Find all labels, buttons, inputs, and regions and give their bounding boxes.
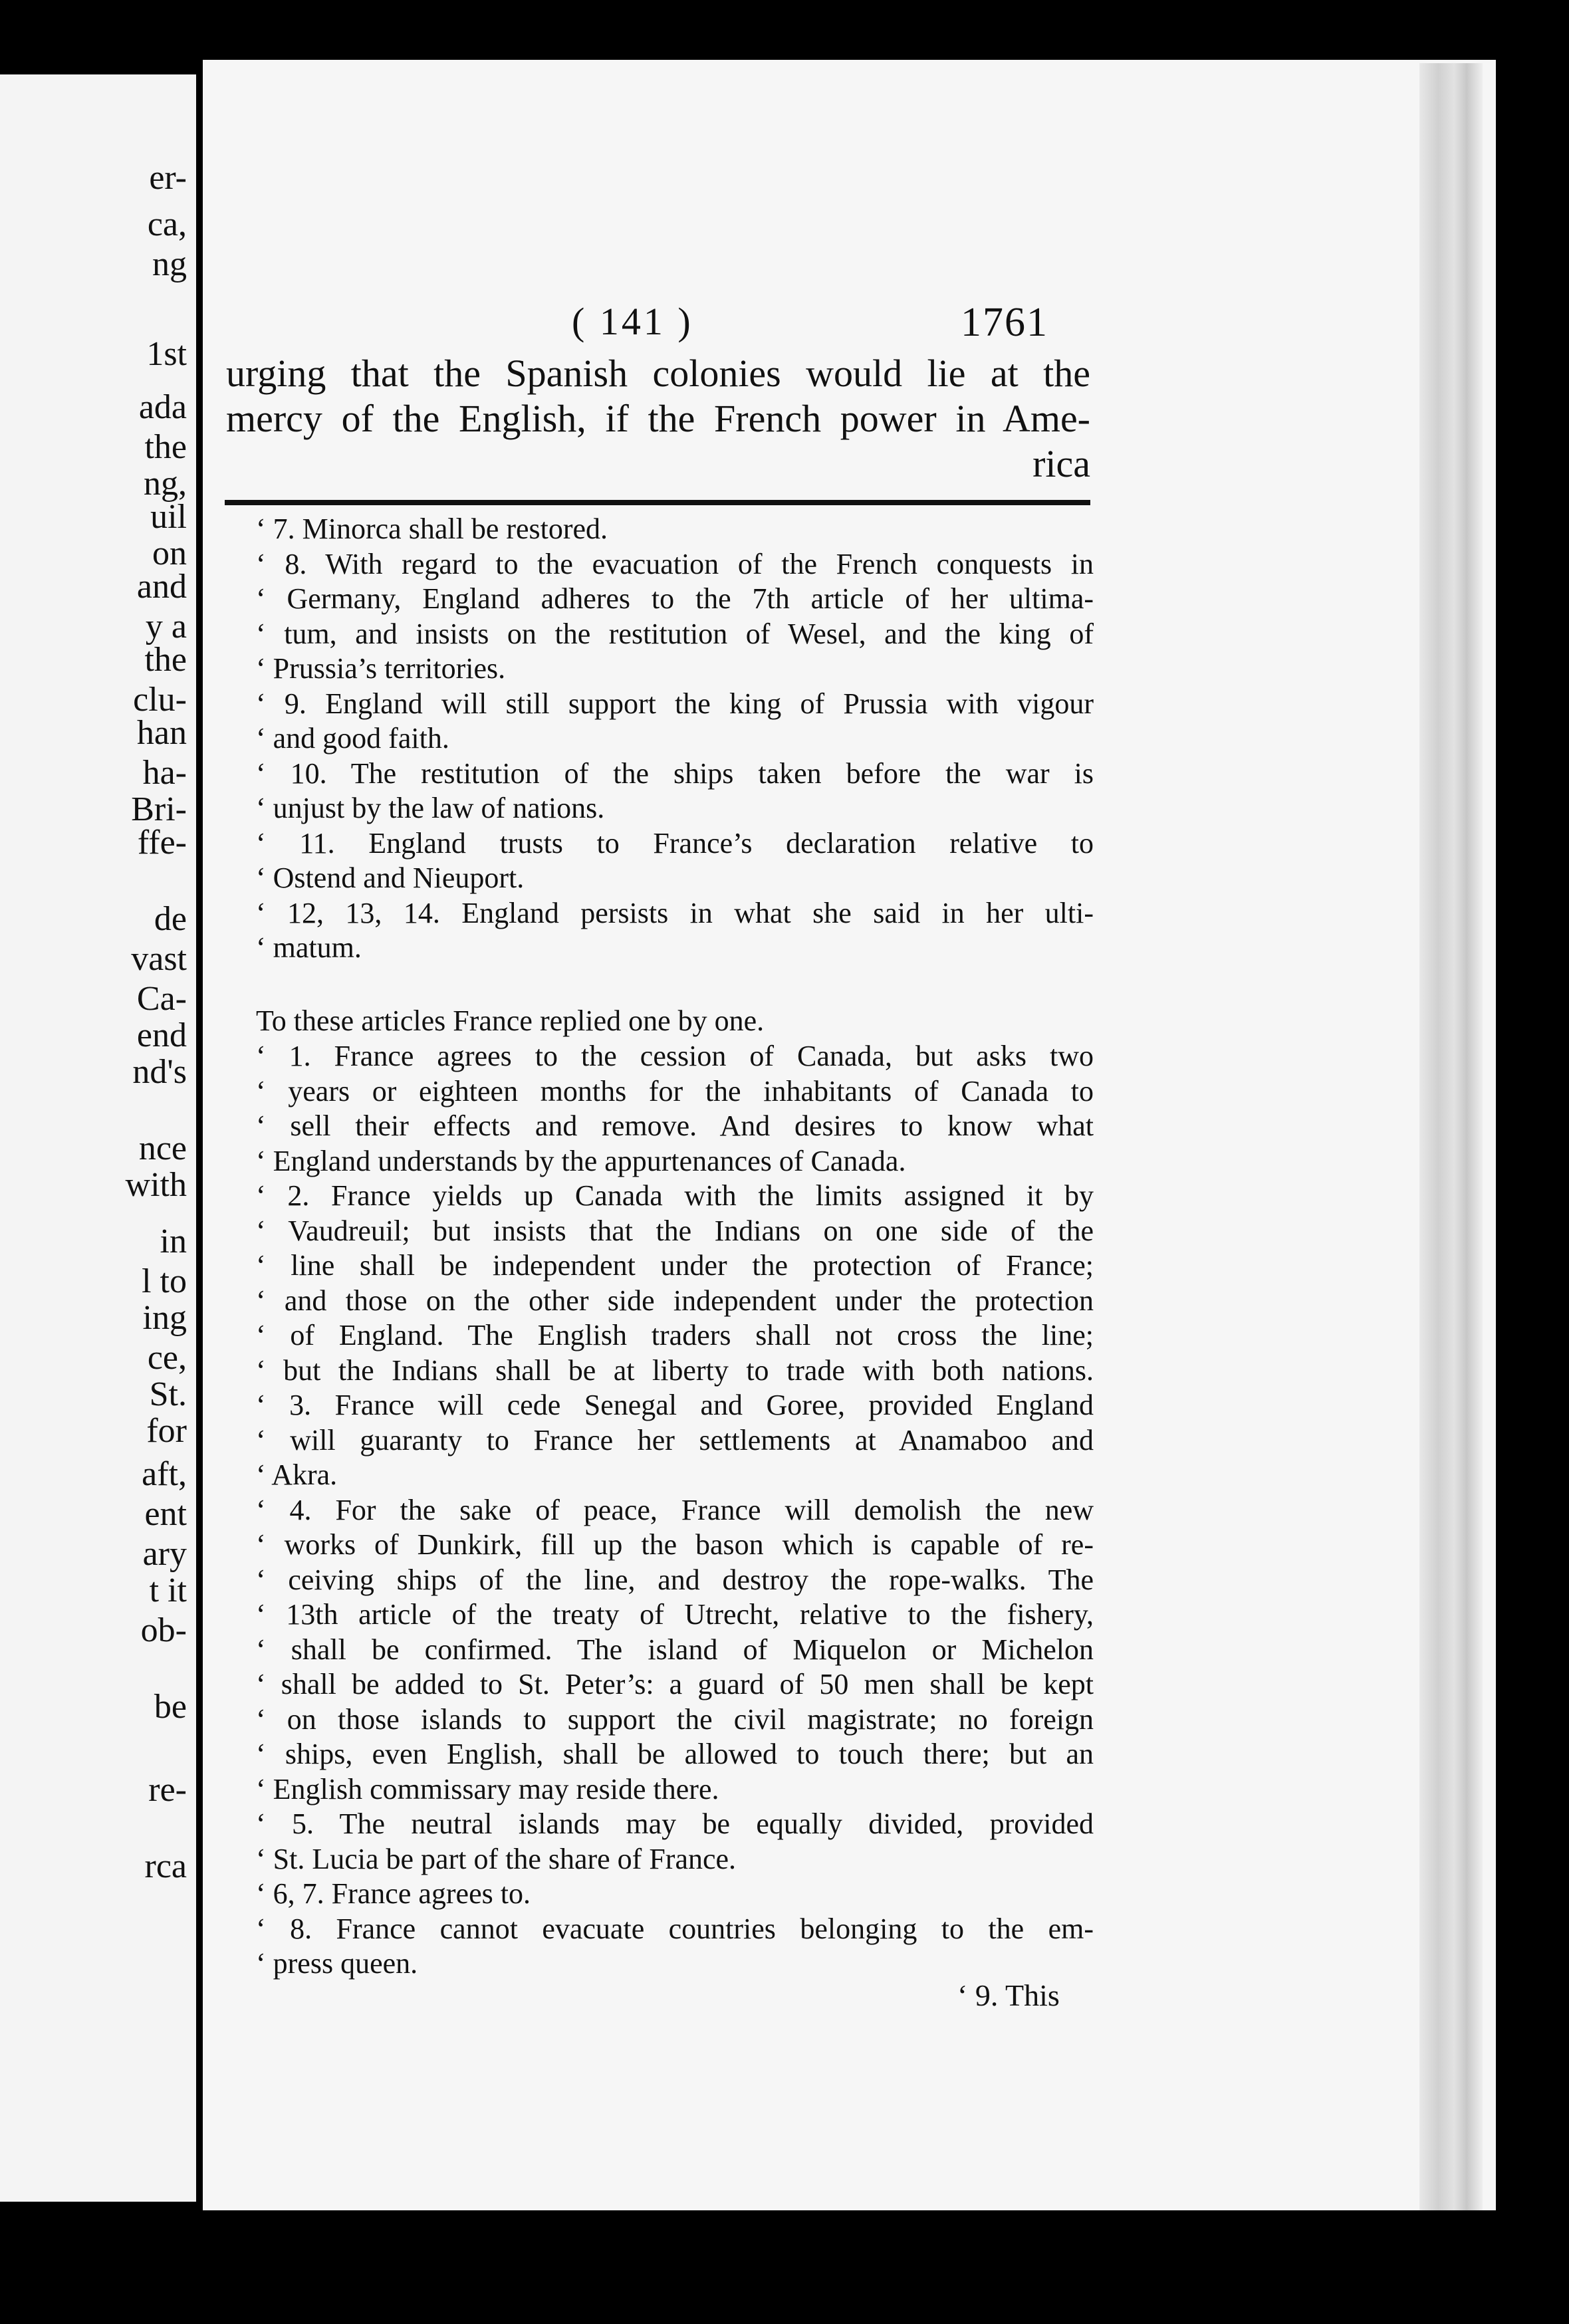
facing-page-fragment: ca,: [147, 205, 187, 243]
intro-line: mercy of the English, if the French power in Ame-: [226, 397, 1090, 440]
facing-page-fragment: nd's: [132, 1053, 187, 1091]
facing-page-fragment: end: [136, 1016, 187, 1054]
facing-page-fragment: on: [152, 534, 187, 572]
text-line: ‘ England understands by the appurtenances of Canada.: [256, 1144, 906, 1177]
text-line: ‘ 2. France yields up Canada with the limits assigned it by: [256, 1179, 1094, 1212]
text-line: ‘ English commissary may reside there.: [256, 1772, 719, 1805]
facing-page-fragment: the: [144, 641, 187, 679]
text-line: ‘ works of Dunkirk, fill up the bason which is capable of re-: [256, 1528, 1094, 1561]
facing-page-fragment: de: [154, 900, 187, 938]
facing-page-fragment: St.: [149, 1375, 187, 1413]
facing-page-fragment: re-: [148, 1771, 187, 1809]
facing-page-fragment: ng: [152, 245, 187, 283]
facing-page-fragment: be: [154, 1688, 187, 1726]
facing-page-fragment: Ca-: [136, 980, 187, 1018]
text-line: ‘ years or eighteen months for the inhabitants of Canada to: [256, 1074, 1094, 1107]
text-line: ‘ 3. France will cede Senegal and Goree, provided England: [256, 1389, 1094, 1421]
text-line: ‘ ceiving ships of the line, and destroy the rope-walks. The: [256, 1563, 1094, 1596]
facing-page-fragment: ary: [142, 1535, 187, 1573]
france-reply: [256, 1004, 1094, 1039]
text-line: ‘ 8. With regard to the evacuation of the French conquests in: [256, 547, 1094, 580]
facing-page-fragment: ob-: [140, 1611, 187, 1649]
facing-page-fragment: ng,: [144, 465, 187, 503]
text-line: ‘ unjust by the law of nations.: [256, 792, 605, 824]
facing-page-fragment: aft,: [142, 1455, 187, 1493]
text-line: ‘ 12, 13, 14. England persists in what she said in her ulti-: [256, 896, 1094, 929]
text-line: ‘ 4. For the sake of peace, France will demolish the new: [256, 1493, 1094, 1526]
text-line: ‘ St. Lucia be part of the share of France.: [256, 1842, 737, 1875]
section-rule: [225, 500, 1090, 505]
text-line: ‘ Prussia’s territories.: [256, 652, 506, 685]
text-line: ‘ 9. England will still support the king of Prussia with vigour: [256, 687, 1094, 720]
facing-page-fragment: y a: [145, 608, 187, 645]
facing-page-fragment: the: [144, 428, 187, 466]
page-edge: [1419, 63, 1483, 2210]
text-line: ‘ 1. France agrees to the cession of Canada, but asks two: [256, 1040, 1094, 1072]
facing-page-fragment: vast: [131, 940, 187, 978]
text-line: ‘ sell their effects and remove. And desires to know what: [256, 1109, 1094, 1142]
france-intro: To these articles France replied one by one.: [256, 1004, 765, 1037]
intro-line: rica: [1032, 442, 1090, 485]
text-line: ‘ shall be confirmed. The island of Miquelon or Michelon: [256, 1633, 1094, 1666]
facing-page-fragment: nce: [138, 1129, 187, 1167]
text-line: ‘ of England. The English traders shall not cross the line;: [256, 1319, 1094, 1351]
text-line: ‘ Ostend and Nieuport.: [256, 862, 525, 894]
facing-page-fragment: rca: [144, 1847, 187, 1885]
england-articles: [256, 512, 1094, 966]
text-line: ‘ and good faith.: [256, 722, 449, 755]
facing-page-fragment: l to: [142, 1262, 187, 1300]
facing-page-fragment: and: [136, 568, 187, 606]
facing-page-fragment: 1st: [146, 335, 187, 373]
intro-line: urging that the Spanish colonies would lie at the: [226, 352, 1090, 395]
france-articles: [256, 1039, 1094, 1982]
text-line: ‘ ships, even English, shall be allowed to touch there; but an: [256, 1738, 1094, 1770]
text-line: ‘ 8. France cannot evacuate countries belonging to the em-: [256, 1912, 1094, 1945]
facing-page-fragment: t it: [149, 1571, 187, 1609]
text-line: ‘ 7. Minorca shall be restored.: [256, 513, 608, 545]
text-line: ‘ but the Indians shall be at liberty to trade with both nations.: [256, 1353, 1094, 1387]
facing-page-fragment: ce,: [147, 1339, 187, 1377]
facing-page-fragment: han: [136, 714, 187, 752]
facing-page-fragment: with: [125, 1166, 187, 1204]
running-year: 1761: [961, 300, 1048, 345]
text-line: ‘ will guaranty to France her settlements at Anamaboo and: [256, 1423, 1094, 1456]
text-line: ‘ 11. England trusts to France’s declaration relative to: [256, 826, 1094, 860]
facing-page-fragment: clu-: [133, 681, 187, 719]
facing-page-fragment: for: [146, 1412, 187, 1450]
text-line: ‘ shall be added to St. Peter’s: a guard of 50 men shall be kept: [256, 1668, 1094, 1700]
text-line: ‘ 10. The restitution of the ships taken before the war is: [256, 756, 1094, 790]
facing-page: [0, 74, 196, 2202]
catchword: ‘ 9. This: [957, 1978, 1060, 2012]
text-line: ‘ matum.: [256, 931, 362, 964]
text-line: ‘ Vaudreuil; but insists that the Indians on one side of the: [256, 1214, 1094, 1247]
text-line: ‘ press queen.: [256, 1947, 418, 1980]
text-line: ‘ tum, and insists on the restitution of Wesel, and the king of: [256, 617, 1094, 650]
continued-paragraph: [226, 351, 1090, 487]
page-number: ( 141 ): [572, 300, 693, 343]
text-line: ‘ on those islands to support the civil magistrate; no foreign: [256, 1702, 1094, 1736]
text-line: ‘ and those on the other side independent under the protection: [256, 1284, 1094, 1317]
facing-page-fragment: ent: [144, 1495, 187, 1533]
text-line: ‘ Germany, England adheres to the 7th article of her ultima-: [256, 582, 1094, 615]
facing-page-fragment: uil: [150, 498, 187, 536]
text-line: ‘ Akra.: [256, 1458, 338, 1491]
text-line: ‘ line shall be independent under the protection of France;: [256, 1249, 1094, 1282]
facing-page-fragment: ing: [142, 1299, 187, 1337]
facing-page-fragment: Bri-: [131, 790, 187, 828]
text-line: ‘ 13th article of the treaty of Utrecht, relative to the fishery,: [256, 1598, 1094, 1631]
text-line: ‘ 5. The neutral islands may be equally divided, provided: [256, 1807, 1094, 1840]
facing-page-fragment: er-: [149, 159, 187, 197]
facing-page-fragment: ha-: [142, 754, 187, 792]
facing-page-fragment: ffe-: [137, 824, 187, 862]
facing-page-fragment: in: [160, 1222, 187, 1260]
text-line: ‘ 6, 7. France agrees to.: [256, 1877, 531, 1910]
facing-page-fragment: ada: [138, 388, 187, 426]
